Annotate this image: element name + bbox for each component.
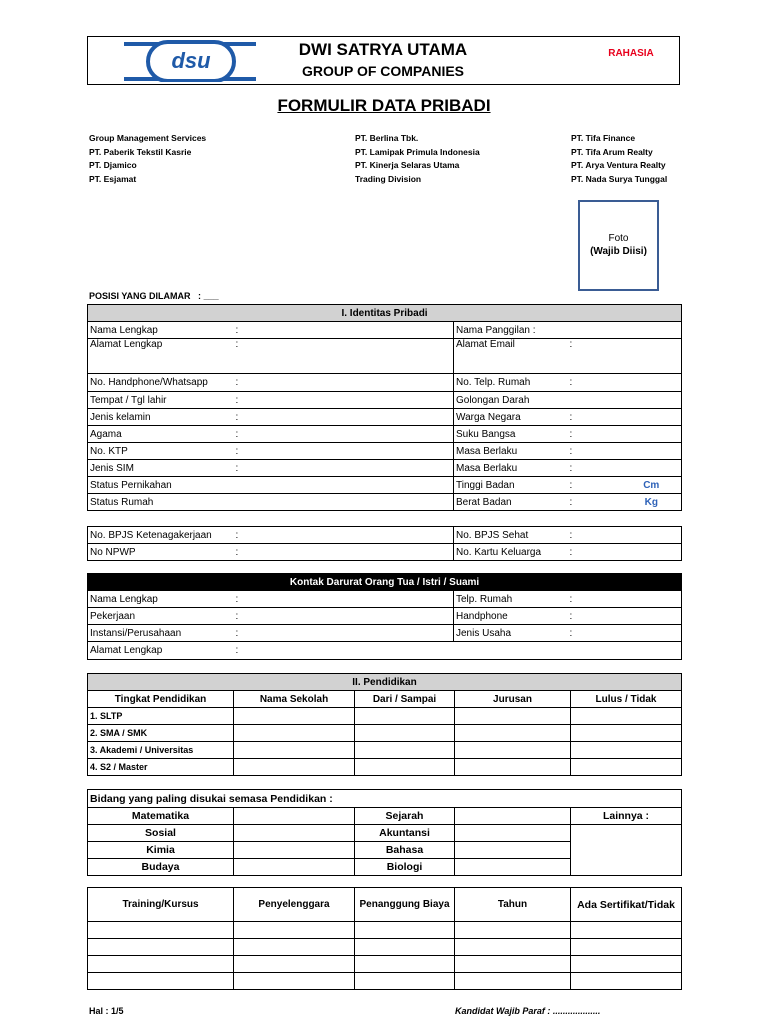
field-input[interactable]: : — [568, 544, 682, 561]
column-header: Training/Kursus — [88, 888, 234, 922]
table-cell[interactable] — [455, 859, 571, 876]
identity-section-title: I. Identitas Pribadi — [88, 305, 682, 322]
training-table — [87, 887, 682, 990]
company-item: PT. Berlina Tbk. — [355, 133, 419, 143]
table-cell[interactable] — [455, 922, 571, 939]
field-label: Nama Lengkap — [88, 591, 234, 608]
field-input[interactable]: : — [234, 527, 454, 544]
table-cell[interactable] — [455, 708, 571, 725]
field-label: Jenis SIM — [88, 460, 234, 477]
subject-label: Kimia — [88, 842, 234, 859]
position-colon: : — [198, 291, 202, 301]
table-cell[interactable] — [88, 922, 234, 939]
company-item: Group Management Services — [89, 133, 207, 143]
field-label: Berat Badan — [454, 494, 568, 511]
education-level: 4. S2 / Master — [88, 759, 234, 776]
table-cell[interactable] — [234, 842, 355, 859]
field-label: No. Telp. Rumah — [454, 374, 568, 392]
field-input[interactable]: : — [568, 426, 622, 443]
logo-text: dsu — [171, 48, 211, 73]
company-item: PT. Arya Ventura Realty — [571, 160, 666, 170]
position-applied-field[interactable] — [89, 291, 219, 301]
field-input[interactable]: : — [568, 527, 682, 544]
unit-label — [622, 322, 682, 339]
field-label: No. BPJS Ketenagakerjaan — [88, 527, 234, 544]
table-cell[interactable] — [88, 956, 234, 973]
table-cell[interactable] — [355, 939, 455, 956]
table-cell[interactable] — [571, 725, 682, 742]
table-cell[interactable] — [234, 973, 355, 990]
field-input[interactable]: : — [234, 339, 454, 374]
identity-table — [87, 304, 682, 511]
field-label: Warga Negara — [454, 409, 568, 426]
company-item: PT. Esjamat — [89, 173, 137, 184]
unit-label — [622, 392, 682, 409]
field-label: Agama — [88, 426, 234, 443]
field-input[interactable]: : — [234, 460, 454, 477]
field-input[interactable] — [234, 477, 454, 494]
field-input[interactable]: : — [234, 392, 454, 409]
table-cell[interactable] — [234, 708, 355, 725]
favorite-subjects-table — [87, 789, 682, 876]
field-label: Nama Panggilan : — [454, 322, 568, 339]
company-item: PT. Tifa Finance — [571, 133, 636, 143]
other-subject-label: Lainnya : — [571, 808, 682, 825]
table-cell[interactable] — [571, 759, 682, 776]
column-header: Penyelenggara — [234, 888, 355, 922]
company-item: PT. Paberik Tekstil Kasrie — [89, 146, 192, 157]
table-cell[interactable] — [355, 725, 455, 742]
field-input[interactable]: : — [234, 625, 454, 642]
field-input[interactable]: : — [234, 608, 454, 625]
unit-label — [622, 339, 682, 374]
table-cell[interactable] — [88, 973, 234, 990]
field-input[interactable]: : — [234, 443, 454, 460]
table-cell[interactable] — [455, 973, 571, 990]
photo-box[interactable] — [578, 200, 659, 291]
field-label: Golongan Darah — [454, 392, 568, 409]
table-cell[interactable] — [455, 842, 571, 859]
company-list-col2 — [355, 132, 480, 186]
favorite-subjects-title: Bidang yang paling disukai semasa Pendidikan : — [88, 790, 682, 808]
column-header: Tingkat Pendidikan — [88, 691, 234, 708]
education-level: 1. SLTP — [88, 708, 234, 725]
table-cell[interactable] — [571, 708, 682, 725]
field-label: Pekerjaan — [88, 608, 234, 625]
field-input[interactable]: : — [568, 625, 682, 642]
company-list-col1 — [89, 132, 206, 186]
field-input[interactable]: : — [568, 443, 622, 460]
table-cell[interactable] — [234, 939, 355, 956]
field-label: Tempat / Tgl lahir — [88, 392, 234, 409]
field-label: No. KTP — [88, 443, 234, 460]
table-cell[interactable] — [234, 725, 355, 742]
field-input[interactable]: : — [234, 322, 454, 339]
column-header: Ada Sertifikat/Tidak — [571, 888, 682, 922]
candidate-initial-note: Kandidat Wajib Paraf : ................... — [455, 1006, 601, 1016]
photo-required-note: (Wajib Diisi) — [590, 246, 647, 257]
subject-label: Biologi — [355, 859, 455, 876]
column-header: Jurusan — [455, 691, 571, 708]
table-cell[interactable] — [355, 742, 455, 759]
field-input[interactable]: : — [568, 608, 682, 625]
field-label: Alamat Lengkap — [88, 642, 234, 660]
subject-label: Bahasa — [355, 842, 455, 859]
field-label: Jenis kelamin — [88, 409, 234, 426]
education-level: 2. SMA / SMK — [88, 725, 234, 742]
table-cell[interactable] — [455, 725, 571, 742]
table-cell[interactable] — [234, 808, 355, 825]
table-cell[interactable] — [455, 825, 571, 842]
field-label: Handphone — [454, 608, 568, 625]
field-input[interactable]: : — [568, 460, 622, 477]
column-header: Dari / Sampai — [355, 691, 455, 708]
field-label: No. Kartu Keluarga — [454, 544, 568, 561]
table-cell[interactable] — [455, 808, 571, 825]
field-input[interactable] — [234, 494, 454, 511]
field-input[interactable] — [568, 392, 622, 409]
field-label: Instansi/Perusahaan — [88, 625, 234, 642]
subject-label: Akuntansi — [355, 825, 455, 842]
table-cell[interactable] — [571, 973, 682, 990]
subject-label: Sosial — [88, 825, 234, 842]
company-item: PT. Tifa Arum Realty — [571, 146, 653, 157]
field-input[interactable]: : — [234, 642, 682, 660]
field-label: No. BPJS Sehat — [454, 527, 568, 544]
field-label: Nama Lengkap — [88, 322, 234, 339]
table-cell[interactable] — [234, 859, 355, 876]
table-cell[interactable] — [355, 759, 455, 776]
field-label: Suku Bangsa — [454, 426, 568, 443]
table-cell[interactable] — [234, 742, 355, 759]
emergency-contact-title: Kontak Darurat Orang Tua / Istri / Suami — [88, 574, 682, 591]
field-input[interactable]: : — [568, 409, 622, 426]
field-label: Alamat Lengkap — [88, 339, 234, 374]
field-input[interactable]: : — [568, 494, 622, 511]
company-item: PT. Nada Surya Tunggal — [571, 173, 668, 184]
confidential-label: RAHASIA — [608, 48, 654, 59]
position-blank: ___ — [203, 291, 219, 301]
table-cell[interactable] — [234, 956, 355, 973]
table-cell[interactable] — [571, 922, 682, 939]
field-input[interactable]: : — [234, 374, 454, 392]
brand-subtitle: GROUP OF COMPANIES — [301, 63, 465, 79]
company-item: PT. Kinerja Selaras Utama — [355, 160, 460, 170]
unit-label — [622, 426, 682, 443]
unit-label — [622, 374, 682, 392]
photo-label: Foto — [608, 233, 629, 244]
field-label: Masa Berlaku — [454, 443, 568, 460]
page-number: Hal : 1/5 — [89, 1006, 124, 1016]
field-label: Status Pernikahan — [88, 477, 234, 494]
field-input[interactable]: : — [234, 426, 454, 443]
column-header: Tahun — [455, 888, 571, 922]
form-title: FORMULIR DATA PRIBADI — [277, 96, 491, 115]
unit-label — [622, 443, 682, 460]
unit-label: Kg — [622, 494, 682, 511]
field-label: Tinggi Badan — [454, 477, 568, 494]
table-cell[interactable] — [234, 825, 355, 842]
column-header: Penanggung Biaya — [355, 888, 455, 922]
position-label: POSISI YANG DILAMAR — [89, 291, 191, 301]
field-label: Status Rumah — [88, 494, 234, 511]
subject-label: Budaya — [88, 859, 234, 876]
table-cell[interactable] — [355, 708, 455, 725]
field-input[interactable]: : — [234, 591, 454, 608]
subject-label: Matematika — [88, 808, 234, 825]
table-cell[interactable] — [355, 956, 455, 973]
subject-label: Sejarah — [355, 808, 455, 825]
field-label: Telp. Rumah — [454, 591, 568, 608]
table-cell[interactable] — [234, 922, 355, 939]
company-item: PT. Djamico — [89, 160, 137, 170]
table-cell[interactable] — [455, 742, 571, 759]
column-header: Lulus / Tidak — [571, 691, 682, 708]
education-table — [87, 673, 682, 776]
field-input[interactable]: : — [234, 544, 454, 561]
unit-label — [622, 409, 682, 426]
field-label: No. Handphone/Whatsapp — [88, 374, 234, 392]
table-cell[interactable] — [355, 922, 455, 939]
dsu-logo — [124, 40, 256, 82]
table-cell[interactable] — [455, 759, 571, 776]
field-input[interactable]: : — [234, 409, 454, 426]
education-section-title: II. Pendidikan — [88, 674, 682, 691]
table-cell[interactable] — [234, 759, 355, 776]
brand-name: DWI SATRYA UTAMA — [298, 40, 468, 59]
table-cell[interactable] — [88, 939, 234, 956]
table-cell[interactable] — [571, 742, 682, 759]
field-label: No NPWP — [88, 544, 234, 561]
company-item: PT. Lamipak Primula Indonesia — [355, 146, 480, 157]
field-label: Alamat Email — [454, 339, 568, 374]
letterhead — [87, 36, 680, 85]
field-input[interactable] — [568, 322, 622, 339]
table-cell[interactable] — [571, 956, 682, 973]
field-input[interactable]: : — [568, 374, 622, 392]
education-level: 3. Akademi / Universitas — [88, 742, 234, 759]
table-cell[interactable] — [455, 939, 571, 956]
bpjs-table — [87, 526, 682, 561]
company-list-col3 — [571, 132, 667, 186]
column-header: Nama Sekolah — [234, 691, 355, 708]
table-cell[interactable] — [455, 956, 571, 973]
company-item: Trading Division — [355, 173, 422, 184]
unit-label — [622, 460, 682, 477]
table-cell[interactable] — [355, 973, 455, 990]
field-label: Jenis Usaha — [454, 625, 568, 642]
other-subject-input[interactable] — [571, 825, 682, 876]
emergency-contact-table — [87, 573, 682, 660]
table-cell[interactable] — [571, 939, 682, 956]
field-input[interactable]: : — [568, 591, 682, 608]
unit-label: Cm — [622, 477, 682, 494]
field-input[interactable]: : — [568, 339, 622, 374]
field-label: Masa Berlaku — [454, 460, 568, 477]
field-input[interactable]: : — [568, 477, 622, 494]
